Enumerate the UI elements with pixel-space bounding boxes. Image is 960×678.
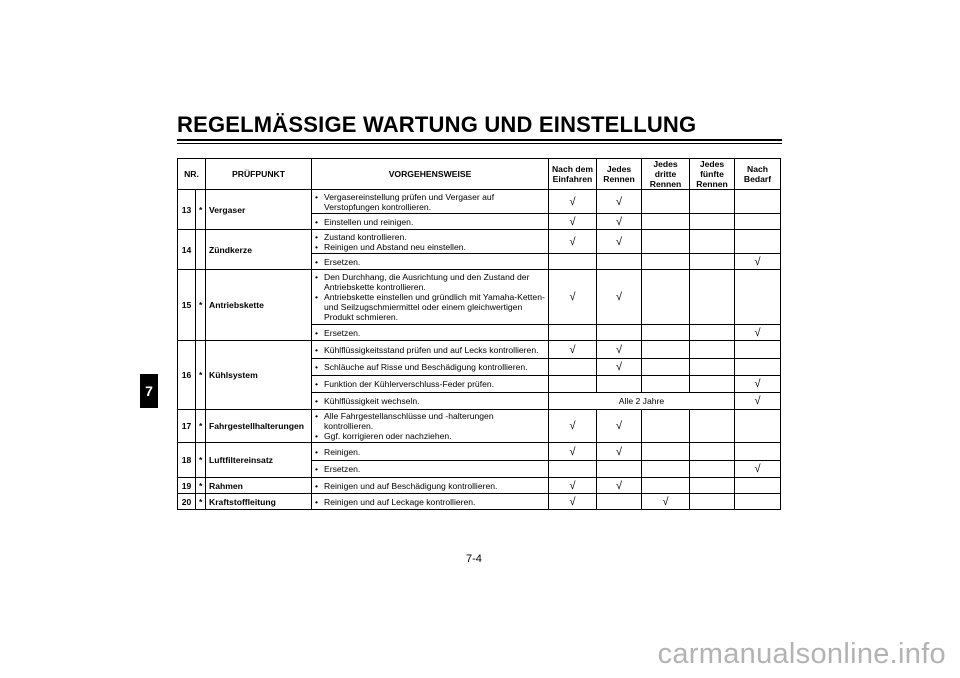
table-row: [178, 341, 781, 359]
procedure-cell: [312, 270, 549, 325]
check-mark: √: [549, 478, 597, 494]
procedure-cell: [312, 254, 549, 270]
check-mark: √: [735, 376, 781, 393]
header-nach-bedarf: Nach Bedarf: [735, 159, 781, 190]
asterisk-mark: *: [196, 443, 206, 478]
header-jedes-fuenfte-rennen: Jedes fünfte Rennen: [690, 159, 735, 190]
chapter-tab: 7: [140, 374, 158, 408]
check-mark: √: [642, 494, 690, 510]
header-jedes-rennen: Jedes Rennen: [597, 159, 642, 190]
procedure-bullet: • Funktion der Kühlerverschluss-Feder prüfen.: [315, 379, 545, 389]
check-mark: √: [549, 190, 597, 214]
check-mark: √: [597, 359, 642, 376]
table-row: [178, 478, 781, 494]
procedure-bullet: • Antriebskette einstellen und gründlich mit Yamaha-Ketten- und Seilzugschmiermittel oder einem gleichwertigen Produkt schmieren.: [315, 292, 545, 322]
asterisk-mark: [196, 230, 206, 270]
procedure-bullet: • Ersetzen.: [315, 464, 545, 474]
check-mark: √: [549, 494, 597, 510]
procedure-bullet: • Reinigen.: [315, 447, 545, 457]
row-number: 19: [178, 478, 196, 494]
procedure-bullet: • Reinigen und auf Beschädigung kontrollieren.: [315, 481, 545, 491]
check-item: Kühlsystem: [206, 341, 312, 410]
header-pruefpunkt: PRÜFPUNKT: [206, 159, 312, 190]
maintenance-table: [177, 158, 781, 510]
row-number: 16: [178, 341, 196, 410]
check-mark: √: [597, 478, 642, 494]
asterisk-mark: *: [196, 270, 206, 341]
check-mark: √: [549, 410, 597, 443]
procedure-bullet: • Ersetzen.: [315, 328, 545, 338]
interval-note: Alle 2 Jahre: [549, 393, 735, 410]
procedure-bullet: • Ersetzen.: [315, 257, 545, 267]
procedure-bullet: • Den Durchhang, die Ausrichtung und den Zustand der Antriebskette kontrollieren.: [315, 272, 545, 292]
table-row: [178, 230, 781, 254]
procedure-cell: [312, 376, 549, 393]
check-item: Kraftstoffleitung: [206, 494, 312, 510]
check-mark: √: [597, 341, 642, 359]
asterisk-mark: *: [196, 341, 206, 410]
title-rule-thick: [177, 139, 782, 141]
check-mark: √: [597, 214, 642, 230]
check-mark: √: [549, 230, 597, 254]
row-number: 14: [178, 230, 196, 270]
row-number: 20: [178, 494, 196, 510]
procedure-cell: [312, 410, 549, 443]
asterisk-mark: *: [196, 410, 206, 443]
procedure-bullet: • Reinigen und auf Leckage kontrollieren.: [315, 497, 545, 507]
procedure-cell: [312, 359, 549, 376]
procedure-bullet: • Kühlflüssigkeitsstand prüfen und auf Lecks kontrollieren.: [315, 345, 545, 355]
procedure-cell: [312, 478, 549, 494]
procedure-bullet: • Einstellen und reinigen.: [315, 217, 545, 227]
check-mark: √: [735, 325, 781, 341]
check-item: Antriebskette: [206, 270, 312, 341]
page-number: 7-4: [466, 553, 482, 565]
check-mark: √: [549, 214, 597, 230]
table-row: [178, 270, 781, 325]
table-header-row: [178, 159, 781, 190]
header-vorgehensweise: VORGEHENSWEISE: [312, 159, 549, 190]
table-row: [178, 190, 781, 214]
check-mark: √: [549, 443, 597, 461]
row-number: 15: [178, 270, 196, 341]
check-mark: √: [735, 393, 781, 410]
check-mark: √: [597, 410, 642, 443]
procedure-cell: [312, 494, 549, 510]
procedure-cell: [312, 341, 549, 359]
procedure-cell: [312, 230, 549, 254]
check-item: Zündkerze: [206, 230, 312, 270]
procedure-bullet: • Reinigen und Abstand neu einstellen.: [315, 242, 545, 252]
check-mark: √: [549, 341, 597, 359]
table-row: [178, 443, 781, 461]
check-item: Luftfiltereinsatz: [206, 443, 312, 478]
procedure-cell: [312, 443, 549, 461]
watermark: carmanualsonline.info: [657, 638, 946, 670]
row-number: 13: [178, 190, 196, 230]
page-title: REGELMÄSSIGE WARTUNG UND EINSTELLUNG: [177, 112, 697, 137]
row-number: 17: [178, 410, 196, 443]
procedure-bullet: • Alle Fahrgestellanschlüsse und -halterungen kontrollieren.: [315, 411, 545, 431]
check-mark: √: [549, 270, 597, 325]
table-row: [178, 494, 781, 510]
procedure-cell: [312, 461, 549, 478]
procedure-cell: [312, 393, 549, 410]
check-mark: √: [597, 270, 642, 325]
procedure-bullet: • Kühlflüssigkeit wechseln.: [315, 396, 545, 406]
row-number: 18: [178, 443, 196, 478]
procedure-bullet: • Vergasereinstellung prüfen und Vergaser auf Verstopfungen kontrollieren.: [315, 192, 545, 212]
procedure-bullet: • Ggf. korrigieren oder nachziehen.: [315, 431, 545, 441]
table-row: [178, 410, 781, 443]
procedure-cell: [312, 214, 549, 230]
asterisk-mark: *: [196, 494, 206, 510]
title-rule-thin: [177, 143, 782, 144]
check-item: Vergaser: [206, 190, 312, 230]
check-item: Fahrgestellhalterungen: [206, 410, 312, 443]
asterisk-mark: *: [196, 478, 206, 494]
procedure-cell: [312, 190, 549, 214]
procedure-bullet: • Zustand kontrollieren.: [315, 232, 545, 242]
check-item: Rahmen: [206, 478, 312, 494]
procedure-cell: [312, 325, 549, 341]
header-jedes-dritte-rennen: Jedes dritte Rennen: [642, 159, 690, 190]
header-nach-dem-einfahren: Nach dem Einfahren: [549, 159, 597, 190]
check-mark: √: [597, 230, 642, 254]
check-mark: √: [735, 461, 781, 478]
asterisk-mark: *: [196, 190, 206, 230]
check-mark: √: [597, 443, 642, 461]
check-mark: √: [735, 254, 781, 270]
check-mark: √: [597, 190, 642, 214]
procedure-bullet: • Schläuche auf Risse und Beschädigung kontrollieren.: [315, 362, 545, 372]
header-nr: NR.: [178, 159, 206, 190]
